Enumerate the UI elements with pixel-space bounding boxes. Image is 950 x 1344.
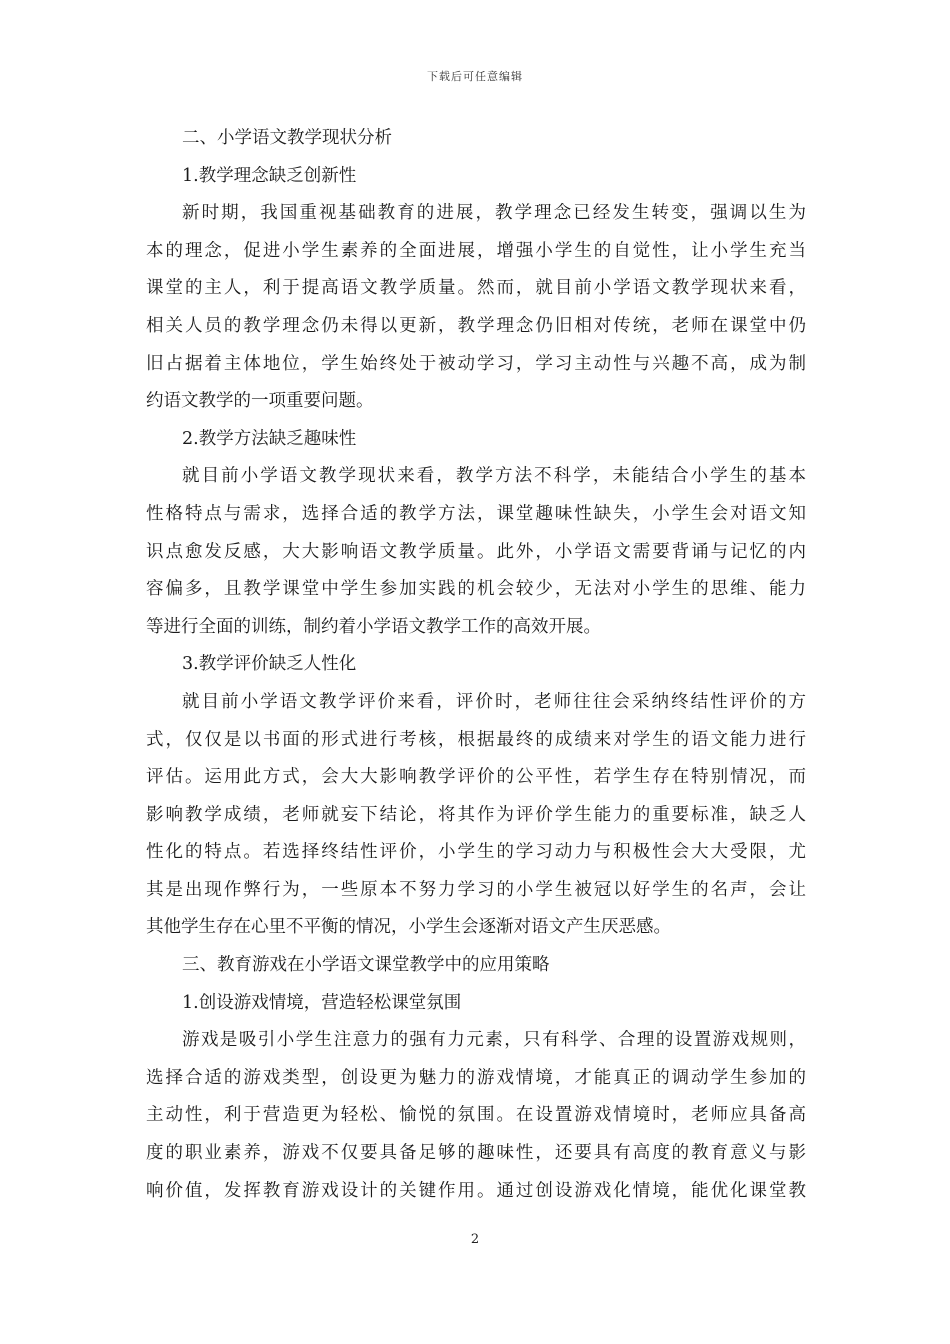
section-heading: 1.创设游戏情境，营造轻松课堂氛围 xyxy=(182,992,462,1013)
paragraph-line: 旧占据着主体地位，学生始终处于被动学习，学习主动性与兴趣不高，成为制 xyxy=(146,353,806,374)
section-heading: 二、小学语文教学现状分析 xyxy=(182,128,392,148)
section-heading: 3.教学评价缺乏人性化 xyxy=(182,654,357,675)
paragraph-line: 其是出现作弊行为，一些原本不努力学习的小学生被冠以好学生的名声，会让 xyxy=(146,879,806,900)
paragraph-line: 影响教学成绩，老师就妄下结论，将其作为评价学生能力的重要标准，缺乏人 xyxy=(146,804,806,825)
paragraph-line: 本的理念，促进小学生素养的全面进展，增强小学生的自觉性，让小学生充当 xyxy=(146,240,806,261)
paragraph-line: 约语文教学的一项重要问题。 xyxy=(146,391,374,412)
paragraph-line: 选择合适的游戏类型，创设更为魅力的游戏情境，才能真正的调动学生参加的 xyxy=(146,1067,806,1088)
paragraph-line: 性化的特点。若选择终结性评价，小学生的学习动力与积极性会大大受限，尤 xyxy=(146,842,806,863)
paragraph-line: 其他学生存在心里不平衡的情况，小学生会逐渐对语文产生厌恶感。 xyxy=(146,917,671,938)
paragraph-line: 容偏多，且教学课堂中学生参加实践的机会较少，无法对小学生的思维、能力 xyxy=(146,579,806,600)
page-header: 下载后可任意编辑 xyxy=(427,70,523,83)
section-heading: 三、教育游戏在小学语文课堂教学中的应用策略 xyxy=(182,955,550,976)
paragraph-line: 相关人员的教学理念仍未得以更新，教学理念仍旧相对传统，老师在课堂中仍 xyxy=(146,315,806,336)
paragraph-line: 等进行全面的训练，制约着小学语文教学工作的高效开展。 xyxy=(146,616,601,637)
paragraph-line: 主动性，利于营造更为轻松、愉悦的氛围。在设置游戏情境时，老师应具备高 xyxy=(146,1105,806,1126)
section-heading: 1.教学理念缺乏创新性 xyxy=(182,165,357,186)
paragraph-line: 性格特点与需求，选择合适的教学方法，课堂趣味性缺失，小学生会对语文知 xyxy=(146,503,806,524)
paragraph-line: 响价值，发挥教育游戏设计的关键作用。通过创设游戏化情境，能优化课堂教 xyxy=(146,1180,806,1201)
paragraph-line: 新时期，我国重视基础教育的进展，教学理念已经发生转变，强调以生为 xyxy=(182,203,806,224)
paragraph-line: 就目前小学语文教学现状来看，教学方法不科学，未能结合小学生的基本 xyxy=(182,466,806,487)
paragraph-line: 就目前小学语文教学评价来看，评价时，老师往往会采纳终结性评价的方 xyxy=(182,691,806,712)
paragraph-line: 游戏是吸引小学生注意力的强有力元素，只有科学、合理的设置游戏规则， xyxy=(182,1030,806,1051)
page-number: 2 xyxy=(470,1232,480,1247)
paragraph-line: 度的职业素养，游戏不仅要具备足够的趣味性，还要具有高度的教育意义与影 xyxy=(146,1143,806,1164)
paragraph-line: 识点愈发反感，大大影响语文教学质量。此外，小学语文需要背诵与记忆的内 xyxy=(146,541,806,562)
section-heading: 2.教学方法缺乏趣味性 xyxy=(182,428,357,449)
paragraph-line: 式，仅仅是以书面的形式进行考核，根据最终的成绩来对学生的语文能力进行 xyxy=(146,729,806,750)
paragraph-line: 评估。运用此方式，会大大影响教学评价的公平性，若学生存在特别情况，而 xyxy=(146,767,806,788)
paragraph-line: 课堂的主人，利于提高语文教学质量。然而，就目前小学语文教学现状来看， xyxy=(146,278,806,299)
document-body xyxy=(146,120,806,1210)
